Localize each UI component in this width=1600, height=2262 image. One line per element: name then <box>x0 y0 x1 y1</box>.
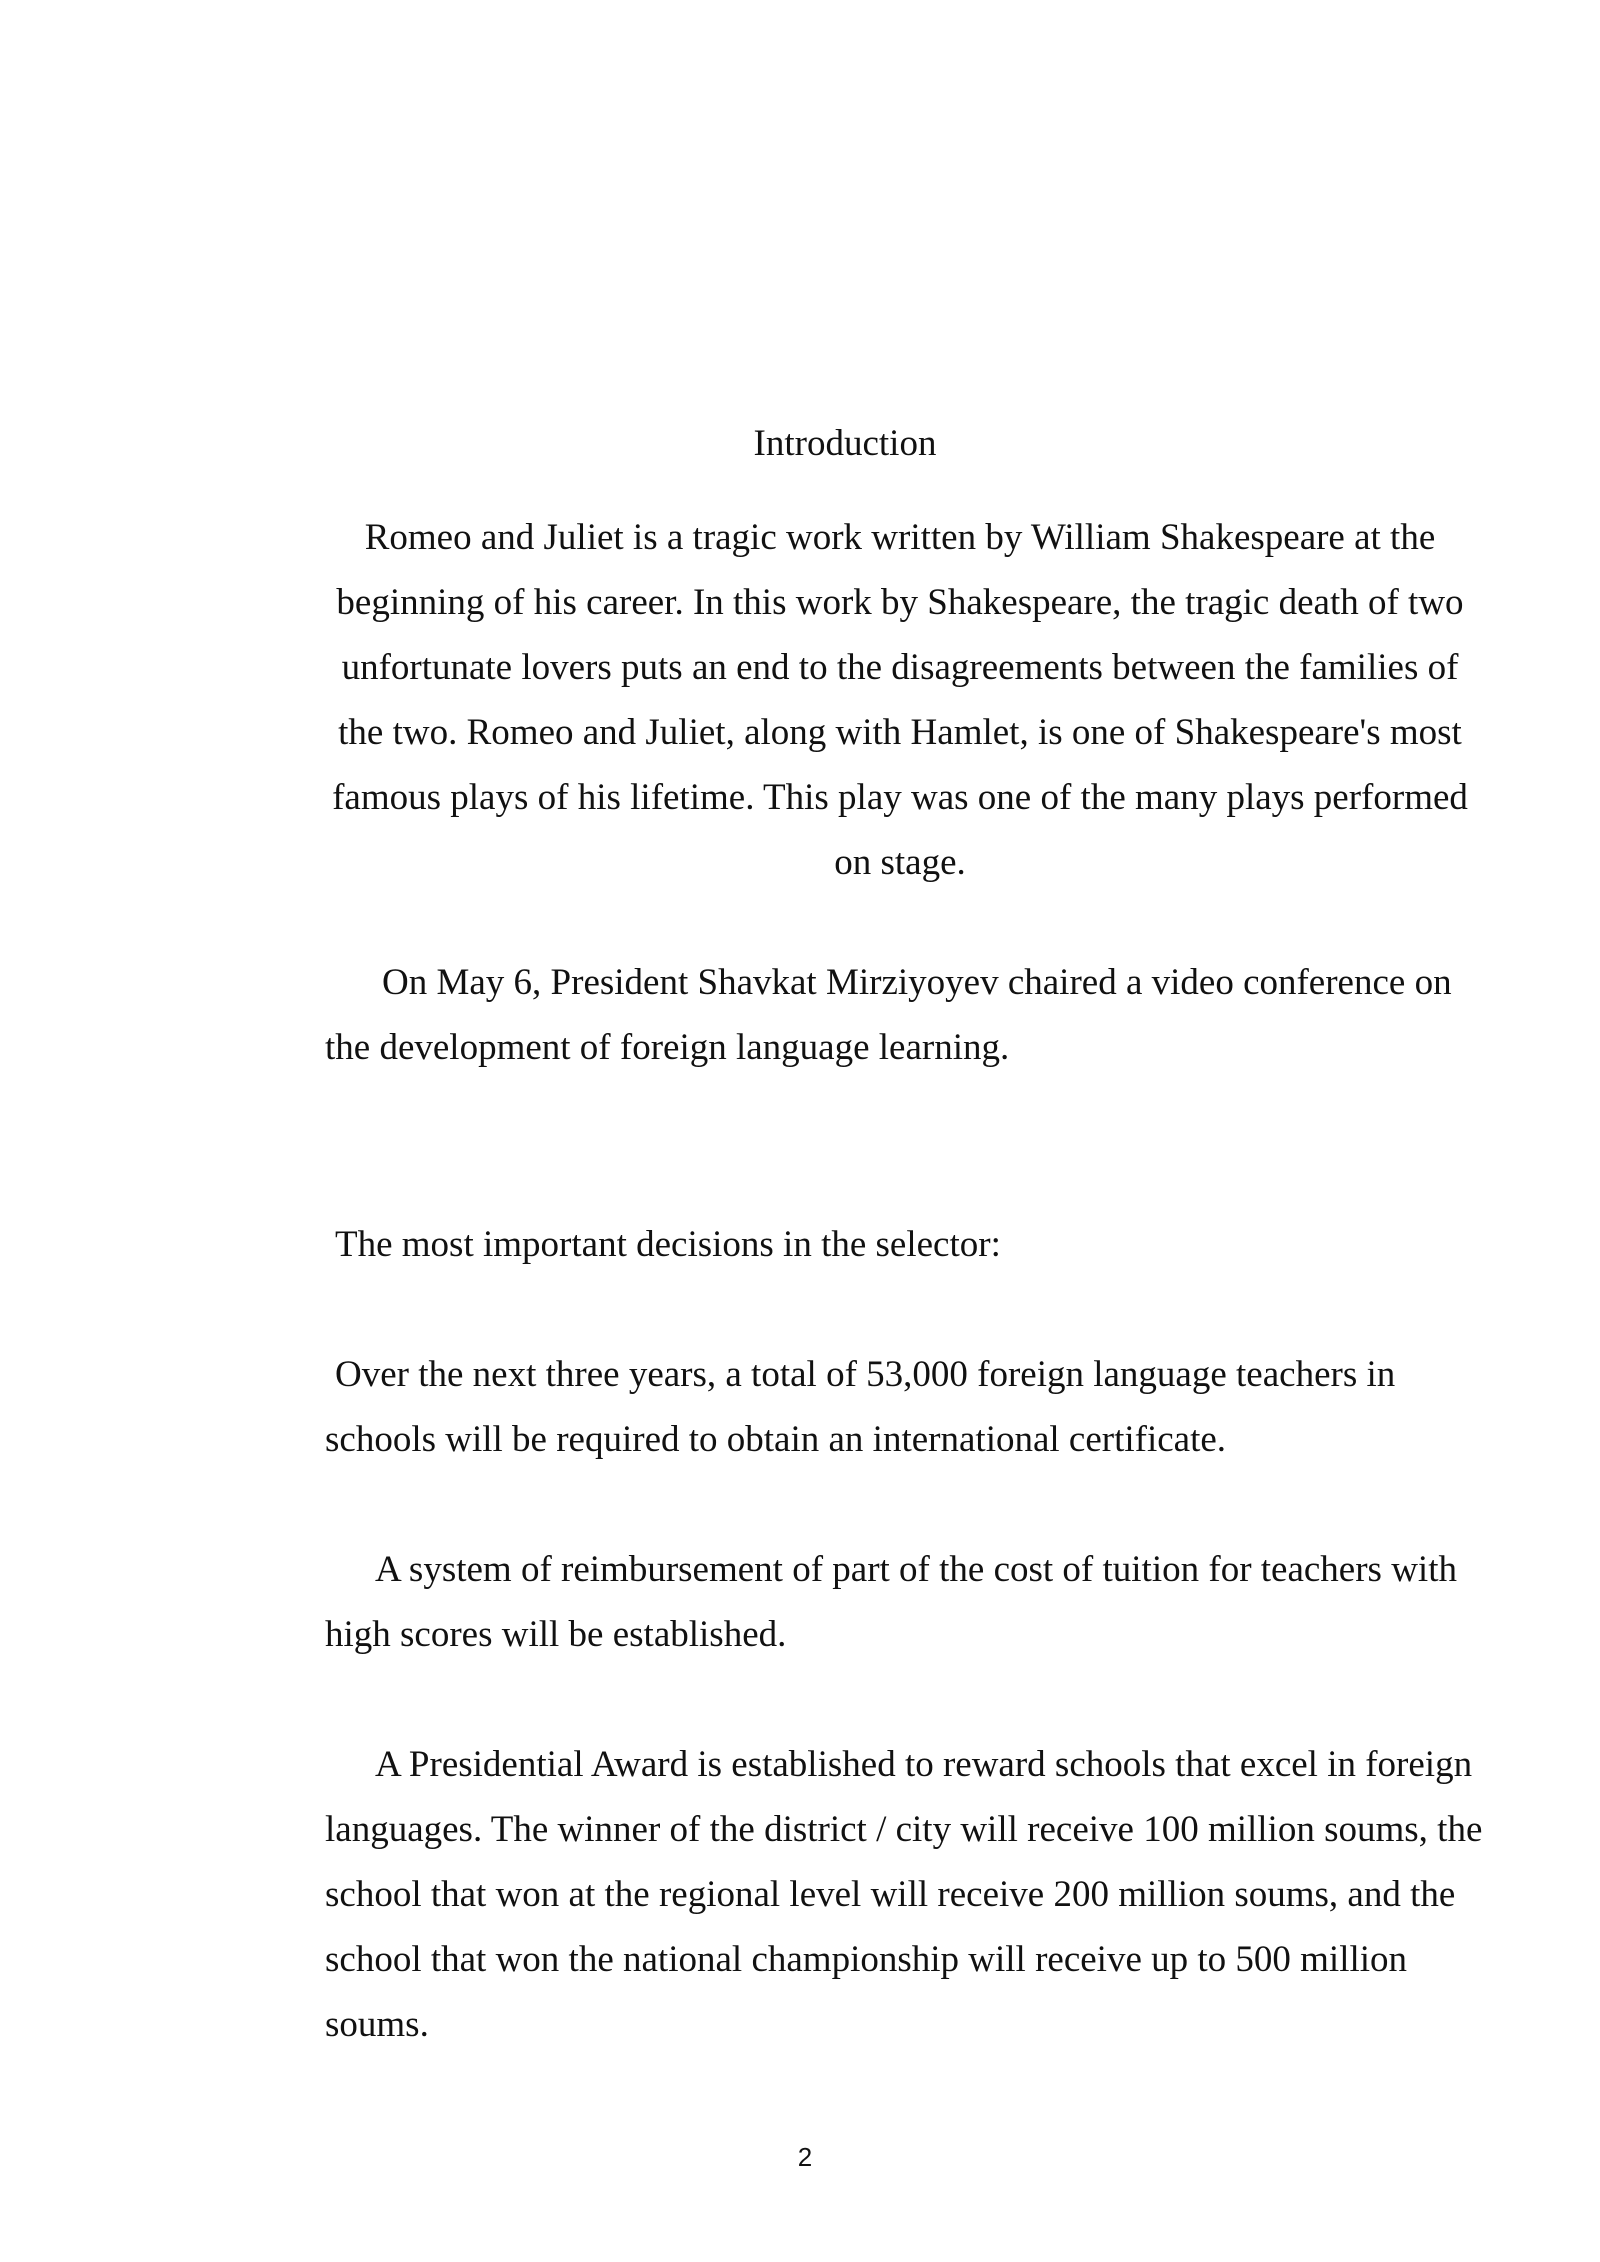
page-number: 2 <box>797 2142 813 2172</box>
paragraph-teacher-certificates: Over the next three years, a total of 53,000 foreign language teachers in schools will be required to obtain an international certificate. <box>325 1354 1396 1460</box>
intro-paragraph: Romeo and Juliet is a tragic work written by William Shakespeare at the beginning of his career. In this work by Shakespeare, the tragic death of two unfortunate lovers puts an end to the disagreements between the families of the two. Romeo and Juliet, along with Hamlet, is one of Shakespeare's most famous plays of his lifetime. This play was one of the many plays performed on stage. <box>332 517 1468 883</box>
paragraph-decisions-heading: The most important decisions in the selector: <box>335 1224 1001 1265</box>
paragraph-video-conference: On May 6, President Shavkat Mirziyoyev chaired a video conference on the development of foreign language learning. <box>325 962 1452 1068</box>
paragraph-presidential-award: A Presidential Award is established to reward schools that excel in foreign languages. The winner of the district / city will receive 100 million soums, the school that won at the regional level will receive 200 million soums, and the school that won the national championship will receive up to 500 million soums. <box>325 1744 1483 2045</box>
section-heading: Introduction <box>753 423 937 464</box>
paragraph-tuition-reimbursement: A system of reimbursement of part of the cost of tuition for teachers with high scores will be established. <box>325 1549 1457 1655</box>
